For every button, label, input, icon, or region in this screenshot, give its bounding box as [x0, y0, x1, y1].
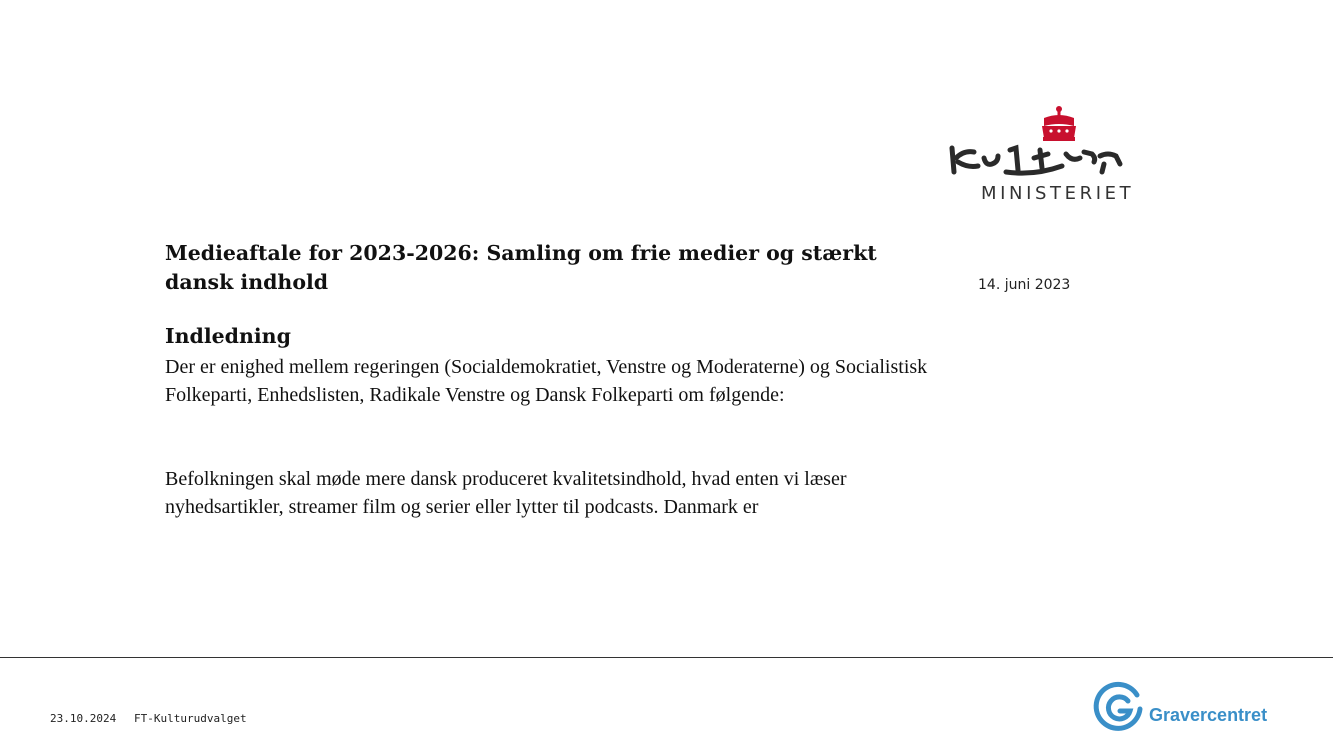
gravercentret-logo: [1094, 681, 1284, 733]
footer-organization: FT-Kulturudvalget: [134, 712, 247, 725]
document-date: 14. juni 2023: [978, 277, 1071, 293]
section-heading: Indledning: [165, 324, 291, 348]
logo-ministeriet-text: MINISTERIET: [981, 183, 1135, 204]
footer-divider: [0, 657, 1333, 658]
brand-name: Gravercentret: [1149, 705, 1268, 725]
footer-date: 23.10.2024: [50, 712, 117, 725]
gravercentret-logo-icon: [1094, 681, 1144, 731]
document-title: Medieaftale for 2023-2026: Samling om frie medier og stærkt dansk indhold: [165, 241, 877, 294]
paragraph: Der er enighed mellem regeringen (Socialdemokratiet, Venstre og Moderaterne) og Socialistisk Folkeparti, Enhedslisten, Radikale Venstre og Dansk Folkeparti om følgende:: [165, 356, 928, 406]
paragraph: Befolkningen skal møde mere dansk produceret kvalitetsindhold, hvad enten vi læser nyhedsartikler, streamer film og serier eller lytter til podcasts. Danmark er: [165, 468, 847, 518]
